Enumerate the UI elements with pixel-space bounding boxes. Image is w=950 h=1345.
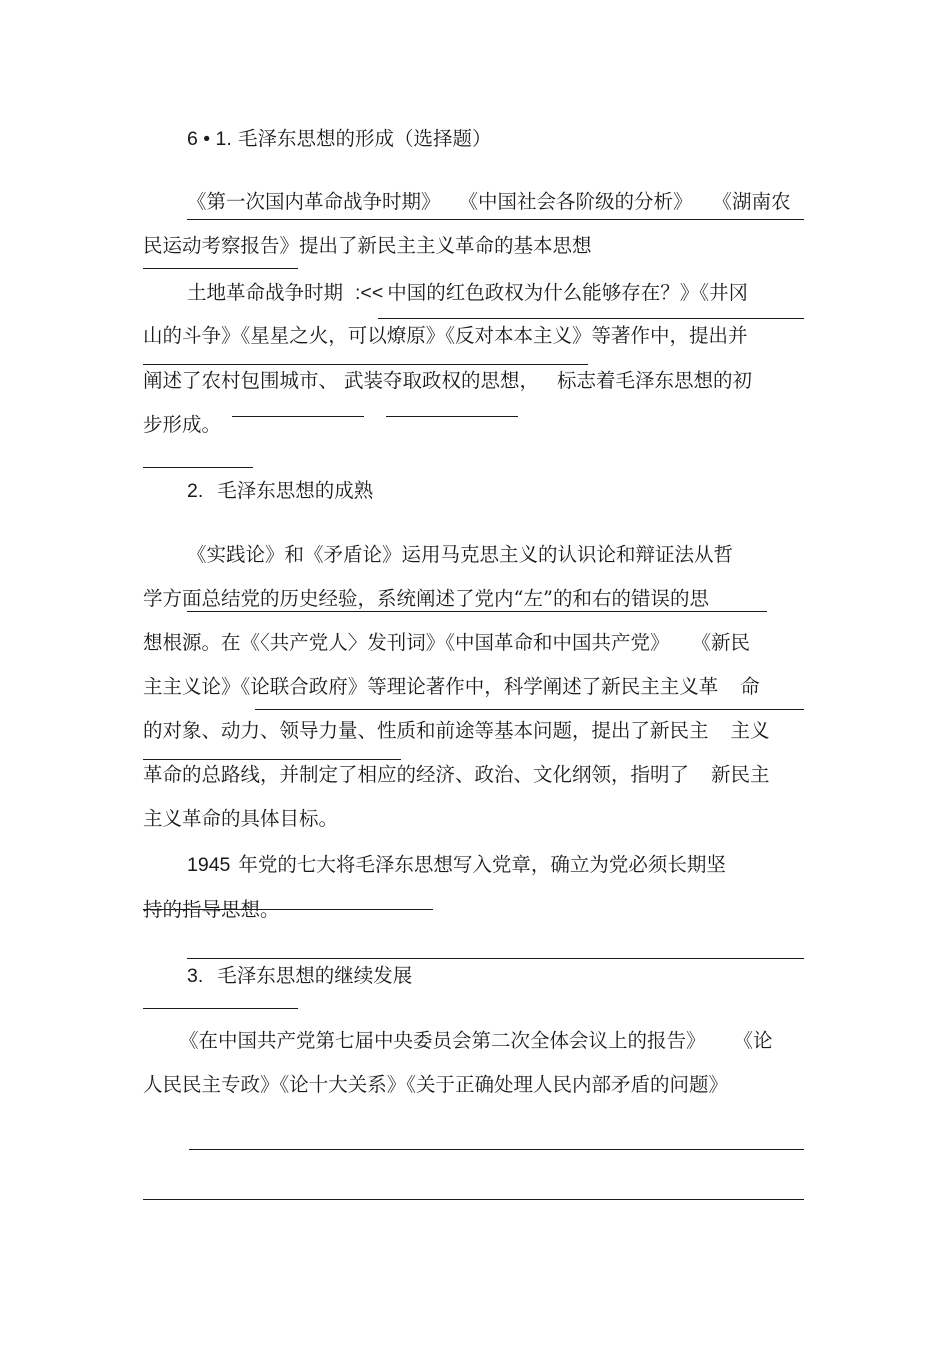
s3-p1-line-1 xyxy=(179,1027,773,1055)
s1-p2-line-2: 山的斗争》《星星之火，可以燎原》《反对本本主义》等著作中，提出并 xyxy=(143,324,748,347)
section-1-title: 毛泽东思想的形成（选择题） xyxy=(237,127,492,150)
s2-p1-line-4-end: 命 xyxy=(740,675,760,698)
section-1-number: 6 • 1. xyxy=(187,128,232,150)
underline-rule xyxy=(255,709,804,710)
section-2-heading xyxy=(187,477,373,505)
s2-p2-year: 1945 xyxy=(187,854,231,876)
s2-p1-line-2: 学方面总结党的历史经验，系统阐述了党内“左”的和右的错误的思 xyxy=(143,587,709,610)
answer-line xyxy=(189,1149,804,1150)
s2-p1-line-6-end: 新民主 xyxy=(711,763,770,786)
s2-p1-ref-xinmin: 《新民 xyxy=(691,631,751,654)
s1-p2-mark: :<< xyxy=(355,282,384,304)
s2-p1-line-6-text: 革命的总路线，并制定了相应的经济、政治、文化纲领，指明了 xyxy=(143,763,690,786)
s2-p2-line-1-text: 年党的七大将毛泽东思想写入党章，确立为党必须长期坚 xyxy=(238,853,726,876)
s2-p1-line-7: 主义革命的具体目标。 xyxy=(143,807,339,830)
underline-rule xyxy=(232,416,364,417)
underline-rule xyxy=(143,1008,298,1009)
answer-line xyxy=(143,1199,804,1200)
s1-p1-ref-1: 《第一次国内革命战争时期》 xyxy=(187,190,441,213)
section-3-title: 毛泽东思想的继续发展 xyxy=(217,964,413,987)
s3-p1-ref-report: 《在中国共产党第七届中央委员会第二次全体会议上的报告》 xyxy=(179,1029,706,1052)
s1-p1-ref-3: 《湖南农 xyxy=(712,190,791,213)
underline-rule xyxy=(143,467,253,468)
s1-p2-line-1 xyxy=(187,279,748,307)
s1-p2-period: 土地革命战争时期 xyxy=(187,281,344,304)
underline-rule xyxy=(187,611,767,612)
s2-p2-line-1 xyxy=(187,851,726,879)
section-2-number: 2. xyxy=(187,480,204,502)
s1-p1-line-2: 民运动考察报告》提出了新民主主义革命的基本思想 xyxy=(143,234,592,257)
s2-p1-line-5-text: 的对象、动力、领导力量、性质和前途等基本问题，提出了新民主 xyxy=(143,719,709,742)
underline-rule xyxy=(143,759,401,760)
s1-p1-line-1 xyxy=(187,188,791,216)
underline-rule xyxy=(386,416,518,417)
s1-p2-line-3 xyxy=(143,367,752,395)
underline-rule xyxy=(143,268,298,269)
underline-rule xyxy=(143,364,588,365)
s1-p2-line-4: 步形成。 xyxy=(143,413,222,436)
s2-p1-line-4 xyxy=(143,673,760,701)
s1-p1-ref-2: 《中国社会各阶级的分析》 xyxy=(458,190,693,213)
section-3-heading xyxy=(187,962,412,990)
s3-p1-line-2: 人民民主专政》《论十大关系》《关于正确处理人民内部矛盾的问题》 xyxy=(143,1073,729,1096)
underline-rule xyxy=(187,958,804,959)
strike-rule xyxy=(143,909,433,910)
s2-p1-line-4-text: 主主义论》《论联合政府》等理论著作中，科学阐述了新民主主义革 xyxy=(143,675,719,698)
s1-p2-ref: 中国的红色政权为什么能够存在？》《井冈 xyxy=(387,281,748,304)
s2-p1-line-5 xyxy=(143,717,770,745)
section-1-heading xyxy=(187,125,492,153)
s2-p1-refs: 想根源。在《〈共产党人〉发刊词》《中国革命和中国共产党》 xyxy=(143,631,670,654)
s2-p2-line-2: 持的指导思想。 xyxy=(143,898,280,921)
s1-p2-phrase-2: 武装夺取政权的思想， xyxy=(344,369,540,392)
underline-rule xyxy=(187,219,804,220)
s2-p1-line-5-end: 主义 xyxy=(730,719,770,742)
s2-p1-line-6 xyxy=(143,761,770,789)
s2-p1-line-3 xyxy=(143,629,750,657)
s3-p1-ref-lun: 《论 xyxy=(733,1029,773,1052)
section-2-title: 毛泽东思想的成熟 xyxy=(217,479,374,502)
s2-p1-line-1: 《实践论》和《矛盾论》运用马克思主义的认识论和辩证法从哲 xyxy=(187,543,734,566)
underline-rule xyxy=(378,318,804,319)
s1-p2-phrase-3: 标志着毛泽东思想的初 xyxy=(557,369,753,392)
s1-p2-phrase-1: 阐述了农村包围城市、 xyxy=(143,369,339,392)
section-3-number: 3. xyxy=(187,965,204,987)
